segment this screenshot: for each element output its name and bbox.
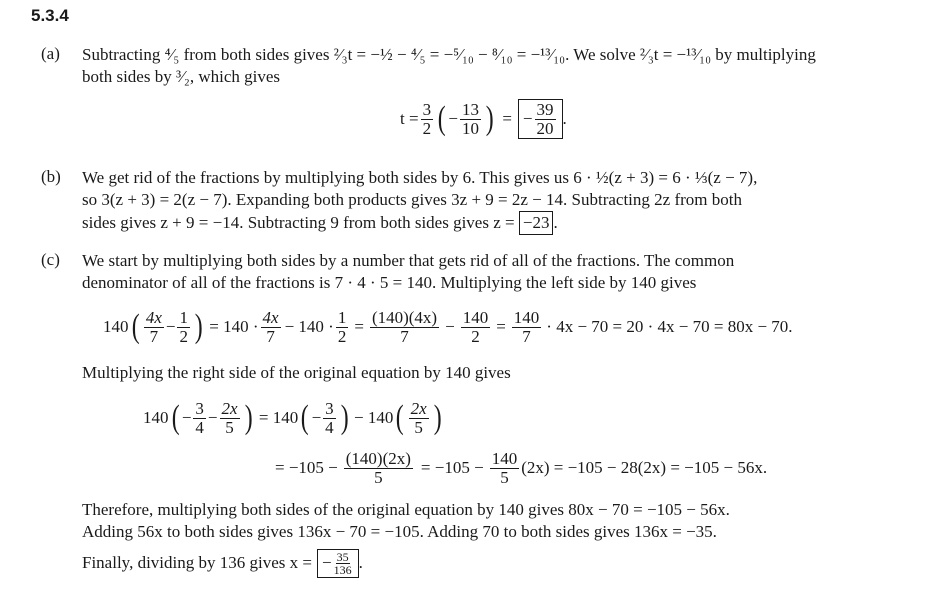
part-b-label: (b): [41, 167, 61, 186]
part-b-line-1: We get rid of the fractions by multiplying both sides by 6. This gives us 6 · ½(z + 3) = 6 · ⅓(z − 7),: [82, 168, 758, 187]
part-c-equation-2: 140 ( − $\frac{3}{4}$ − $\frac{2x}{5}$ ) = 140 ( − $\frac{3}{4}$ ) − 140 ( $\frac{2x}{5}$ ): [143, 398, 442, 437]
part-c-intro: [82, 250, 734, 294]
answer-box-a: − $\frac{39}{20}$: [518, 99, 563, 140]
part-b-line-2: so 3(z + 3) = 2(z − 7). Expanding both products gives 3z + 9 = 2z − 14. Subtracting 2z from both: [82, 190, 742, 209]
part-c-conclusion: [82, 499, 730, 543]
section-number: 5.3.4: [31, 6, 69, 25]
part-c-line-5: Adding 56x to both sides gives 136x − 70 = −105. Adding 70 to both sides gives 136x = −35.: [82, 522, 717, 541]
part-c-line-4: Therefore, multiplying both sides of the original equation by 140 gives 80x − 70 = −105 − 56x.: [82, 500, 730, 519]
part-b-text: [82, 167, 757, 233]
part-c-equation-1: 140 ( $\frac{4x}{7}$ − $\frac{1}{2}$ ) = 140 · $\frac{4x}{7}$ − 140 · $\frac{1}{2}$ = $\frac{(140)(4x)}{7}$ − $\frac{140}{2}$ = $\frac{140}{7}$ · 4x − 70 = 20 · 4x − 70 = 80x − 70.: [103, 307, 793, 346]
eq-a-lhs: t =: [400, 109, 419, 128]
part-a-line-1: Subtracting ⁴⁄₅ from both sides gives ²⁄₃t = −½ − ⁴⁄₅ = −⁵⁄₁₀ − ⁸⁄₁₀ = −¹³⁄₁₀. We solve ²⁄₃t = −¹³⁄₁₀ by multiplying: [82, 45, 816, 64]
part-c-final-line: Finally, dividing by 136 gives x = − $\frac{35}{136}$ .: [82, 549, 363, 577]
part-b-line-3: sides gives z + 9 = −14. Subtracting 9 from both sides gives z = −23 .: [82, 211, 757, 233]
part-c-line-3: Multiplying the right side of the original equation by 140 gives: [82, 363, 511, 382]
eq-a-frac-2: $\frac{13}{10}$: [461, 99, 479, 138]
part-c-label: (c): [41, 250, 60, 269]
answer-box-b: −23: [519, 211, 554, 235]
answer-box-c: − $\frac{35}{136}$: [317, 549, 359, 578]
part-a-label: (a): [41, 44, 60, 63]
part-c-line-1: We start by multiplying both sides by a number that gets rid of all of the fractions. The common: [82, 251, 735, 270]
part-a-equation: t = $\frac{3}{2}$ ( − $\frac{13}{10}$ ) = − $\frac{39}{20}$ .: [400, 99, 567, 138]
eq-a-frac-1: $\frac{3}{2}$: [422, 99, 432, 138]
part-a-line-2: both sides by ³⁄₂, which gives: [82, 67, 281, 86]
part-c-equation-3: = −105 − $\frac{(140)(2x)}{5}$ = −105 − $\frac{140}{5}$ (2x) = −105 − 28(2x) = −105 − 56x.: [275, 448, 768, 487]
part-a-text: [82, 44, 816, 88]
part-c-line-2: denominator of all of the fractions is 7 · 4 · 5 = 140. Multiplying the left side by 140 gives: [82, 273, 697, 292]
